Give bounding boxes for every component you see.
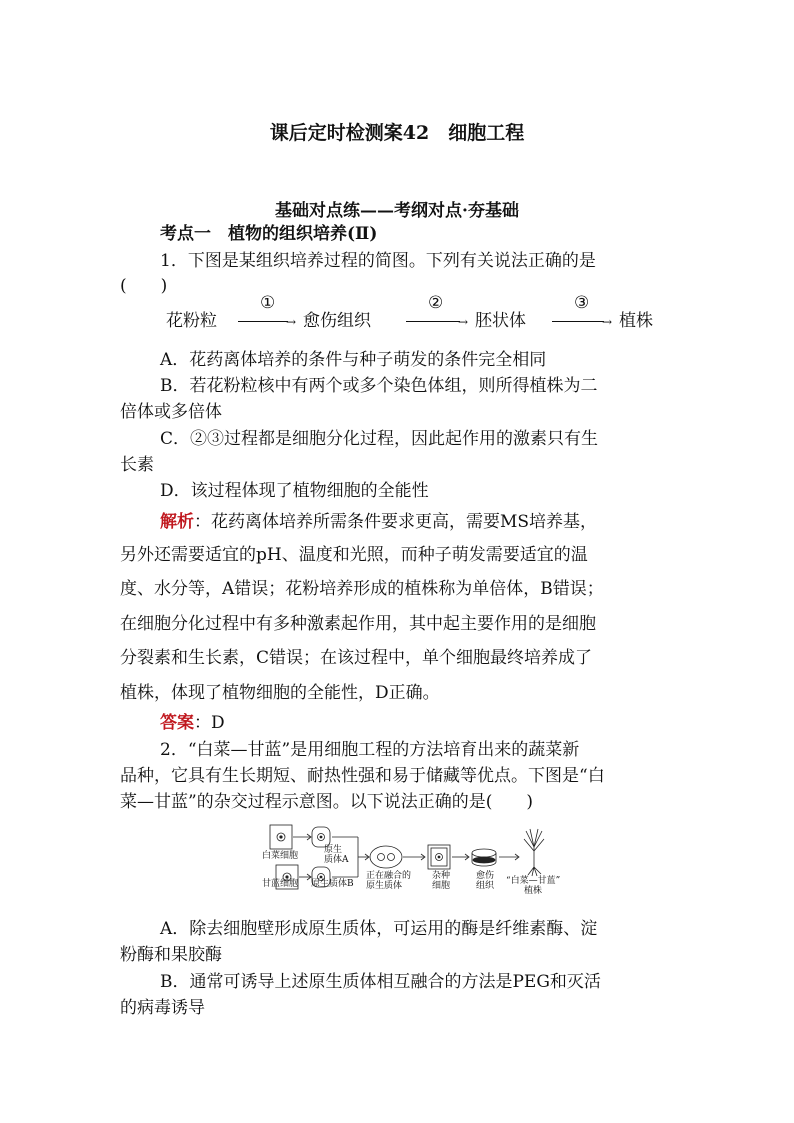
q1-option-b-line2: 倍体或多倍体 <box>120 402 222 422</box>
label-callus-1: 愈伤 <box>476 871 495 881</box>
flow-arrowhead-1: → <box>286 315 297 329</box>
page-title: 课后定时检测案42 细胞工程 <box>269 122 525 144</box>
flow-end: 植株 <box>619 311 653 331</box>
q1-analysis-line2: 另外还需要适宜的pH、温度和光照，而种子萌发需要适宜的温 <box>120 545 588 565</box>
flow-step-1: ① <box>260 293 276 313</box>
label-gailan-cell: 甘蓝细胞 <box>262 879 299 889</box>
label-hybrid-1: 杂种 <box>432 871 451 881</box>
q1-answer <box>160 712 225 734</box>
answer-label: 答案 <box>160 713 194 733</box>
q2-stem-line1: 2．“白菜—甘蓝”是用细胞工程的方法培育出来的蔬菜新 <box>160 740 580 760</box>
q1-stem-line1: 1．下图是某组织培养过程的简图。下列有关说法正确的是 <box>160 251 596 271</box>
analysis-text-1: ：花药离体培养所需条件要求更高，需要MS培养基， <box>194 512 598 532</box>
flow-arrowhead-3: → <box>602 315 613 329</box>
q2-option-b-line2: 的病毒诱导 <box>120 998 205 1018</box>
flow-arrow-1 <box>238 321 288 322</box>
label-callus-2: 组织 <box>476 881 495 891</box>
q2-option-b-line1: B．通常可诱导上述原生质体相互融合的方法是PEG和灭活 <box>160 972 601 992</box>
q1-flow-diagram <box>166 293 686 333</box>
label-protoplast-b: 原生质体B <box>311 879 354 889</box>
label-protoplast-a-1: 原生 <box>324 845 343 855</box>
q2-option-a-line2: 粉酶和果胶酶 <box>120 945 222 965</box>
flow-step-3: ③ <box>574 293 590 313</box>
flow-mid-2: 胚状体 <box>475 311 526 331</box>
flow-arrow-2 <box>406 321 460 322</box>
q2-stem-line2: 品种，它具有生长期短、耐热性强和易于储藏等优点。下图是“白 <box>120 766 605 786</box>
label-baicai-cell: 白菜细胞 <box>262 851 299 861</box>
flow-step-2: ② <box>428 293 444 313</box>
q1-option-c-line1: C．②③过程都是细胞分化过程，因此起作用的激素只有生 <box>160 429 599 449</box>
label-fusing-1: 正在融合的 <box>366 871 412 881</box>
flow-arrow-3 <box>552 321 604 322</box>
q2-option-a-line1: A．除去细胞壁形成原生质体，可运用的酶是纤维素酶、淀 <box>160 919 598 939</box>
label-protoplast-a-2: 质体A <box>324 855 349 865</box>
q2-stem-line3: 菜—甘蓝”的杂交过程示意图。以下说法正确的是( ) <box>120 792 533 812</box>
q1-option-a: A．花药离体培养的条件与种子萌发的条件完全相同 <box>160 350 547 370</box>
flow-start: 花粉粒 <box>166 311 217 331</box>
section-heading: 基础对点练——考纲对点·夯基础 <box>275 201 519 221</box>
label-plant-2: 植株 <box>524 886 543 896</box>
q2-hybridization-figure <box>262 821 562 896</box>
q1-analysis-line5: 分裂素和生长素，C错误；在该过程中，单个细胞最终培养成了 <box>120 648 593 668</box>
topic-heading: 考点一 植物的组织培养(Ⅱ) <box>160 224 378 244</box>
label-fusing-2: 原生质体 <box>366 881 403 891</box>
answer-text: ：D <box>194 713 225 733</box>
flow-arrowhead-2: → <box>458 315 469 329</box>
label-plant-1: “白菜—甘蓝” <box>506 876 561 886</box>
q1-option-c-line2: 长素 <box>120 455 154 475</box>
analysis-label: 解析 <box>160 512 194 532</box>
q1-option-d: D．该过程体现了植物细胞的全能性 <box>160 481 429 501</box>
q1-stem-line2: ( ) <box>120 276 168 296</box>
q1-option-b-line1: B．若花粉粒核中有两个或多个染色体组，则所得植株为二 <box>160 376 598 396</box>
flow-mid-1: 愈伤组织 <box>303 311 371 331</box>
q1-analysis-line3: 度、水分等，A错误；花粉培养形成的植株称为单倍体，B错误； <box>120 579 604 599</box>
q1-analysis-line6: 植株，体现了植物细胞的全能性，D正确。 <box>120 683 440 703</box>
q1-analysis-line4: 在细胞分化过程中有多种激素起作用，其中起主要作用的是细胞 <box>120 614 596 634</box>
q1-analysis-line1 <box>160 511 597 533</box>
label-hybrid-2: 细胞 <box>432 881 451 891</box>
